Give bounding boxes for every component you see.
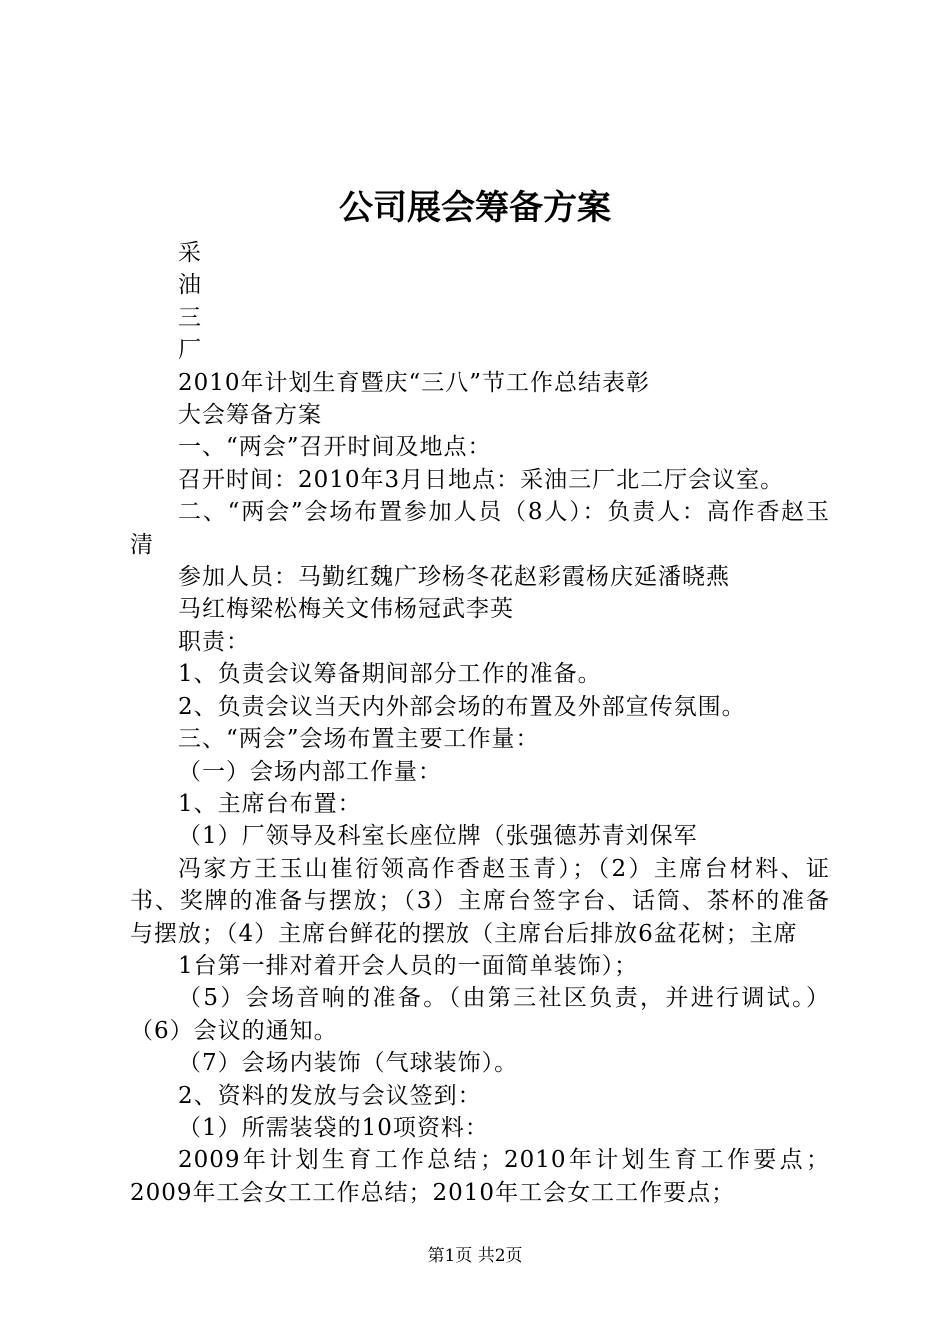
paragraph: 2009年计划生育工作总结；2010年计划生育工作要点；2009年工会女工工作总结；2010年工会女工工作要点； [130, 1147, 830, 1206]
paragraph: 冯家方王玉山崔衍领高作香赵玉青）；（2）主席台材料、证书、奖牌的准备与摆放；（3）主席台签字台、话筒、茶杯的准备与摆放；（4）主席台鲜花的摆放（主席台后排放6盆花树；主席 [130, 855, 830, 947]
paragraph: （5）会场音响的准备。（由第三社区负责，并进行调试。）（6）会议的通知。 [130, 985, 830, 1044]
paragraph: 参加人员：马勤红魏广珍杨冬花赵彩霞杨庆延潘晓燕 [178, 564, 730, 591]
paragraph: （一）会场内部工作量： [178, 758, 442, 785]
paragraph: （1）所需装袋的10项资料： [178, 1114, 489, 1141]
paragraph: 大会筹备方案 [178, 402, 322, 429]
paragraph: 厂 [178, 337, 202, 364]
paragraph: 2010年计划生育暨庆“三八”节工作总结表彰 [178, 369, 651, 396]
paragraph: 采 [178, 240, 202, 266]
section-heading: 一、“两会”召开时间及地点： [178, 434, 492, 461]
paragraph: （1）厂领导及科室长座位牌（张强德苏青刘保军 [178, 823, 698, 850]
paragraph: （7）会场内装饰（气球装饰）。 [178, 1050, 519, 1077]
section-heading: 二、“两会”会场布置参加人员（8人）：负责人：高作香赵玉清 [130, 499, 830, 558]
paragraph: 职责： [178, 628, 250, 655]
page-number-footer: 第1页 共2页 [427, 1246, 523, 1266]
section-heading: 三、“两会”会场布置主要工作量： [178, 726, 540, 753]
paragraph: 三 [178, 304, 202, 331]
paragraph: 召开时间：2010年3月日地点：采油三厂北二厅会议室。 [178, 466, 785, 493]
paragraph: 马红梅梁松梅关文伟杨冠武李英 [178, 596, 514, 623]
document-title: 公司展会筹备方案 [339, 188, 611, 228]
paragraph: 2、负责会议当天内外部会场的布置及外部宣传氛围。 [178, 693, 746, 720]
paragraph: 油 [178, 272, 202, 299]
paragraph: 2、资料的发放与会议签到： [178, 1082, 482, 1109]
paragraph: 1、负责会议筹备期间部分工作的准备。 [178, 661, 602, 688]
document-body [130, 237, 830, 1209]
paragraph: 1、主席台布置： [178, 790, 362, 817]
paragraph: 1台第一排对着开会人员的一面简单装饰）； [178, 952, 639, 979]
